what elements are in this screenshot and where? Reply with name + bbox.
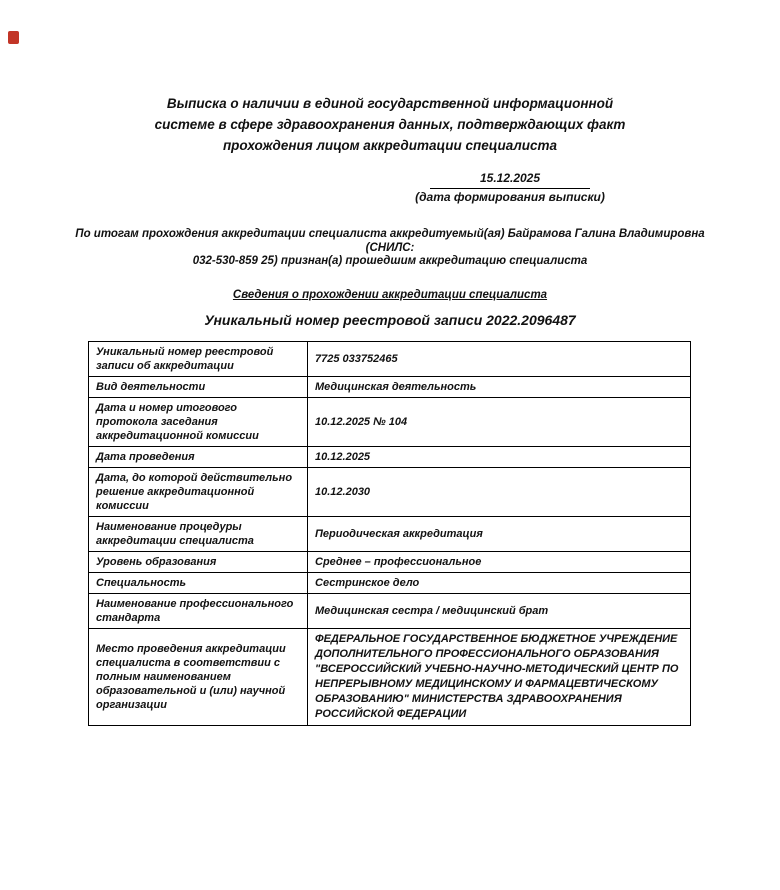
intro-line: 032-530-859 25) признан(а) прошедшим аккредитацию специалиста [192, 255, 588, 267]
org-name-line: ОБРАЗОВАНИЮ" МИНИСТЕРСТВА ЗДРАВООХРАНЕНИЯ [315, 692, 622, 705]
table-row [89, 593, 691, 628]
accreditation-table [88, 341, 691, 726]
table-row [89, 397, 691, 446]
row-value: Сестринское дело [308, 572, 691, 593]
row-label: Дата и номер итогового протокола заседания аккредитационной комиссии [89, 397, 308, 446]
row-value: 10.12.2030 [308, 467, 691, 516]
issue-date-caption: (дата формирования выписки) [415, 190, 605, 204]
row-value [308, 628, 691, 725]
org-name-line: РОССИЙСКОЙ ФЕДЕРАЦИИ [315, 707, 467, 720]
row-value: 10.12.2025 [308, 446, 691, 467]
table-row [89, 628, 691, 725]
row-label: Наименование профессионального стандарта [89, 593, 308, 628]
row-label: Место проведения аккредитации специалиста в соответствии с полным наименованием образовательной и (или) научной организации [89, 628, 308, 725]
org-name-line: ФЕДЕРАЛЬНОЕ ГОСУДАРСТВЕННОЕ БЮДЖЕТНОЕ УЧРЕЖДЕНИЕ [315, 632, 678, 645]
table-row [89, 516, 691, 551]
row-label: Наименование процедуры аккредитации специалиста [89, 516, 308, 551]
intro-paragraph [50, 228, 730, 269]
row-value: 7725 033752465 [308, 341, 691, 376]
issue-date: 15.12.2025 [430, 172, 590, 189]
table-row [89, 551, 691, 572]
row-label: Уровень образования [89, 551, 308, 572]
org-name-line: "ВСЕРОССИЙСКИЙ УЧЕБНО-НАУЧНО-МЕТОДИЧЕСКИЙ ЦЕНТР ПО [315, 662, 679, 675]
section-header: Сведения о прохождении аккредитации специалиста [232, 288, 548, 301]
table-row [89, 467, 691, 516]
row-value: Среднее – профессиональное [308, 551, 691, 572]
row-label: Дата, до которой действительно решение аккредитационной комиссии [89, 467, 308, 516]
row-value: Периодическая аккредитация [308, 516, 691, 551]
document-title [0, 0, 780, 156]
table-row [89, 376, 691, 397]
intro-line: По итогам прохождения аккредитации специалиста аккредитуемый(ая) Байрамова Галина Владимировна (СНИЛС: [75, 228, 705, 254]
row-value: Медицинская деятельность [308, 376, 691, 397]
title-line: Выписка о наличии в единой государственной информационной [166, 96, 614, 111]
table-row [89, 341, 691, 376]
table-row [89, 446, 691, 467]
row-value: 10.12.2025 № 104 [308, 397, 691, 446]
red-mark-icon [8, 31, 19, 44]
row-label: Специальность [89, 572, 308, 593]
registry-number-heading: Уникальный номер реестровой записи 2022.2096487 [204, 311, 576, 328]
row-value: Медицинская сестра / медицинский брат [308, 593, 691, 628]
table-row [89, 572, 691, 593]
title-line: системе в сфере здравоохранения данных, подтверждающих факт [154, 117, 626, 132]
row-label: Дата проведения [89, 446, 308, 467]
org-name-line: НЕПРЕРЫВНОМУ МЕДИЦИНСКОМУ И ФАРМАЦЕВТИЧЕСКОМУ [315, 677, 658, 690]
issue-date-block [410, 172, 610, 204]
title-line: прохождения лицом аккредитации специалиста [222, 138, 558, 153]
row-label: Уникальный номер реестровой записи об аккредитации [89, 341, 308, 376]
org-name-line: ДОПОЛНИТЕЛЬНОГО ПРОФЕССИОНАЛЬНОГО ОБРАЗОВАНИЯ [315, 647, 659, 660]
row-label: Вид деятельности [89, 376, 308, 397]
